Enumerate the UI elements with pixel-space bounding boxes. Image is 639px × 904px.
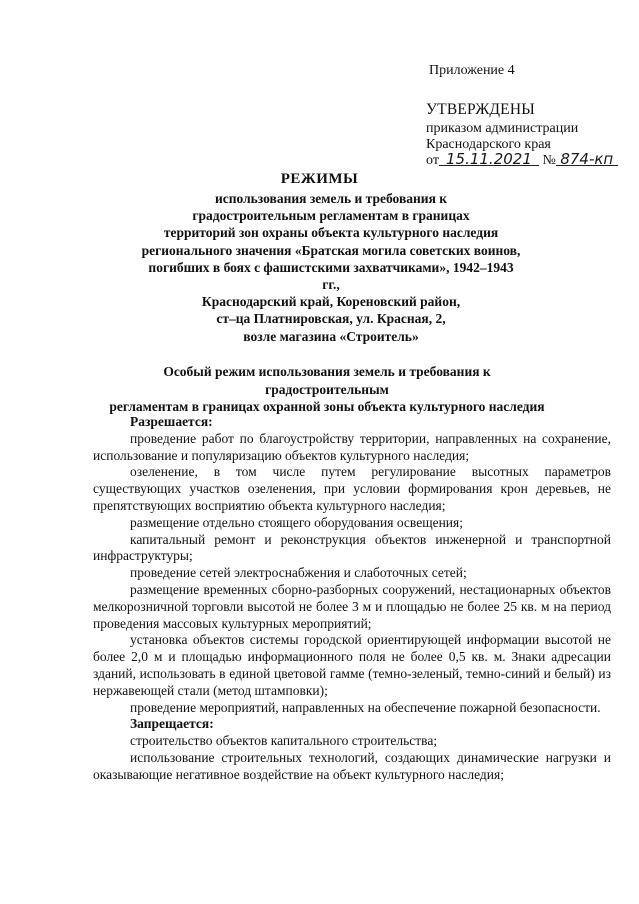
allowed-heading: Разрешается: [130, 414, 213, 429]
handwritten-date: 15.11.2021 [445, 150, 532, 168]
forbidden-item: использование строительных технологий, создающих динамические нагрузки и оказывающие негативное воздействие на объект культурного наследия; [93, 749, 611, 782]
order-line: Краснодарского края [426, 137, 551, 152]
allowed-item: озеленение, в том числе путем регулирование высотных параметров существующих участков озеленения, при условии формирования крон деревьев, не препятствующих восприятию объекта культурного наследия; [93, 464, 611, 513]
section-heading-line: Особый режим использования земель и требования к градостроительным [163, 364, 491, 397]
section-heading-line: регламентам в границах охранной зоны объекта культурного наследия [109, 399, 545, 414]
handwritten-number: 874-кп [560, 150, 614, 168]
document-title: РЕЖИМЫ [280, 171, 359, 187]
appendix-label: Приложение 4 [429, 63, 515, 78]
allowed-item: капитальный ремонт и реконструкция объектов инженерной и транспортной инфраструктуры; [93, 531, 611, 564]
section-heading [100, 363, 554, 416]
order-line: приказом администрации [426, 121, 579, 136]
forbidden-item: строительство объектов капитального строительства; [130, 733, 438, 749]
approval-order [426, 121, 578, 153]
regime-body [93, 414, 611, 784]
date-number-line [426, 150, 618, 169]
subtitle-line: возле магазина «Строитель» [243, 328, 419, 344]
allowed-item: размещение отдельно стоящего оборудования освещения; [130, 514, 463, 530]
subtitle-line: Краснодарский край, Кореновский район, [201, 294, 461, 310]
forbidden-heading: Запрещается: [130, 716, 214, 732]
date-prefix: от [426, 153, 439, 168]
allowed-item: размещение временных сборно-разборных сооружений, нестационарных объектов мелкорозничной торговли высотой не более 3 м и площадью не более 25 кв. м на период проведения массовых культурных мероприятий; [93, 581, 611, 631]
number-field [556, 150, 618, 166]
approved-label: УТВЕРЖДЕНЫ [426, 101, 535, 118]
subtitle-line: погибших в боях с фашистскими захватчиками», 1942–1943 гг., [148, 259, 514, 293]
subtitle-line: ст–ца Платнировская, ул. Красная, 2, [216, 311, 446, 327]
allowed-item: проведение работ по благоустройству территории, направленных на сохранение, использование и популяризацию объектов культурного наследия; [93, 430, 611, 463]
subtitle-line: регионального значения «Братская могила советских воинов, [141, 242, 521, 258]
document-subtitle [140, 190, 522, 345]
date-field [439, 150, 539, 166]
number-prefix: № [542, 153, 556, 168]
allowed-item: проведение сетей электроснабжения и слаботочных сетей; [130, 565, 467, 581]
allowed-item: установка объектов системы городской ориентирующей информации высотой не более 2,0 м и площадью информационного поля не более 0,5 кв. м. Знаки адресации зданий, использовать в единой цветовой гамме (темно-зеленый, темно-синий и белый) из нержавеющей стали (метод штамповки); [93, 632, 611, 698]
subtitle-line: градостроительным регламентам в границах [192, 208, 470, 224]
allowed-item: проведение мероприятий, направленных на обеспечение пожарной безопасности. [130, 699, 601, 715]
subtitle-line: использования земель и требования к [214, 191, 448, 206]
subtitle-line: территорий зон охраны объекта культурного наследия [163, 225, 499, 241]
